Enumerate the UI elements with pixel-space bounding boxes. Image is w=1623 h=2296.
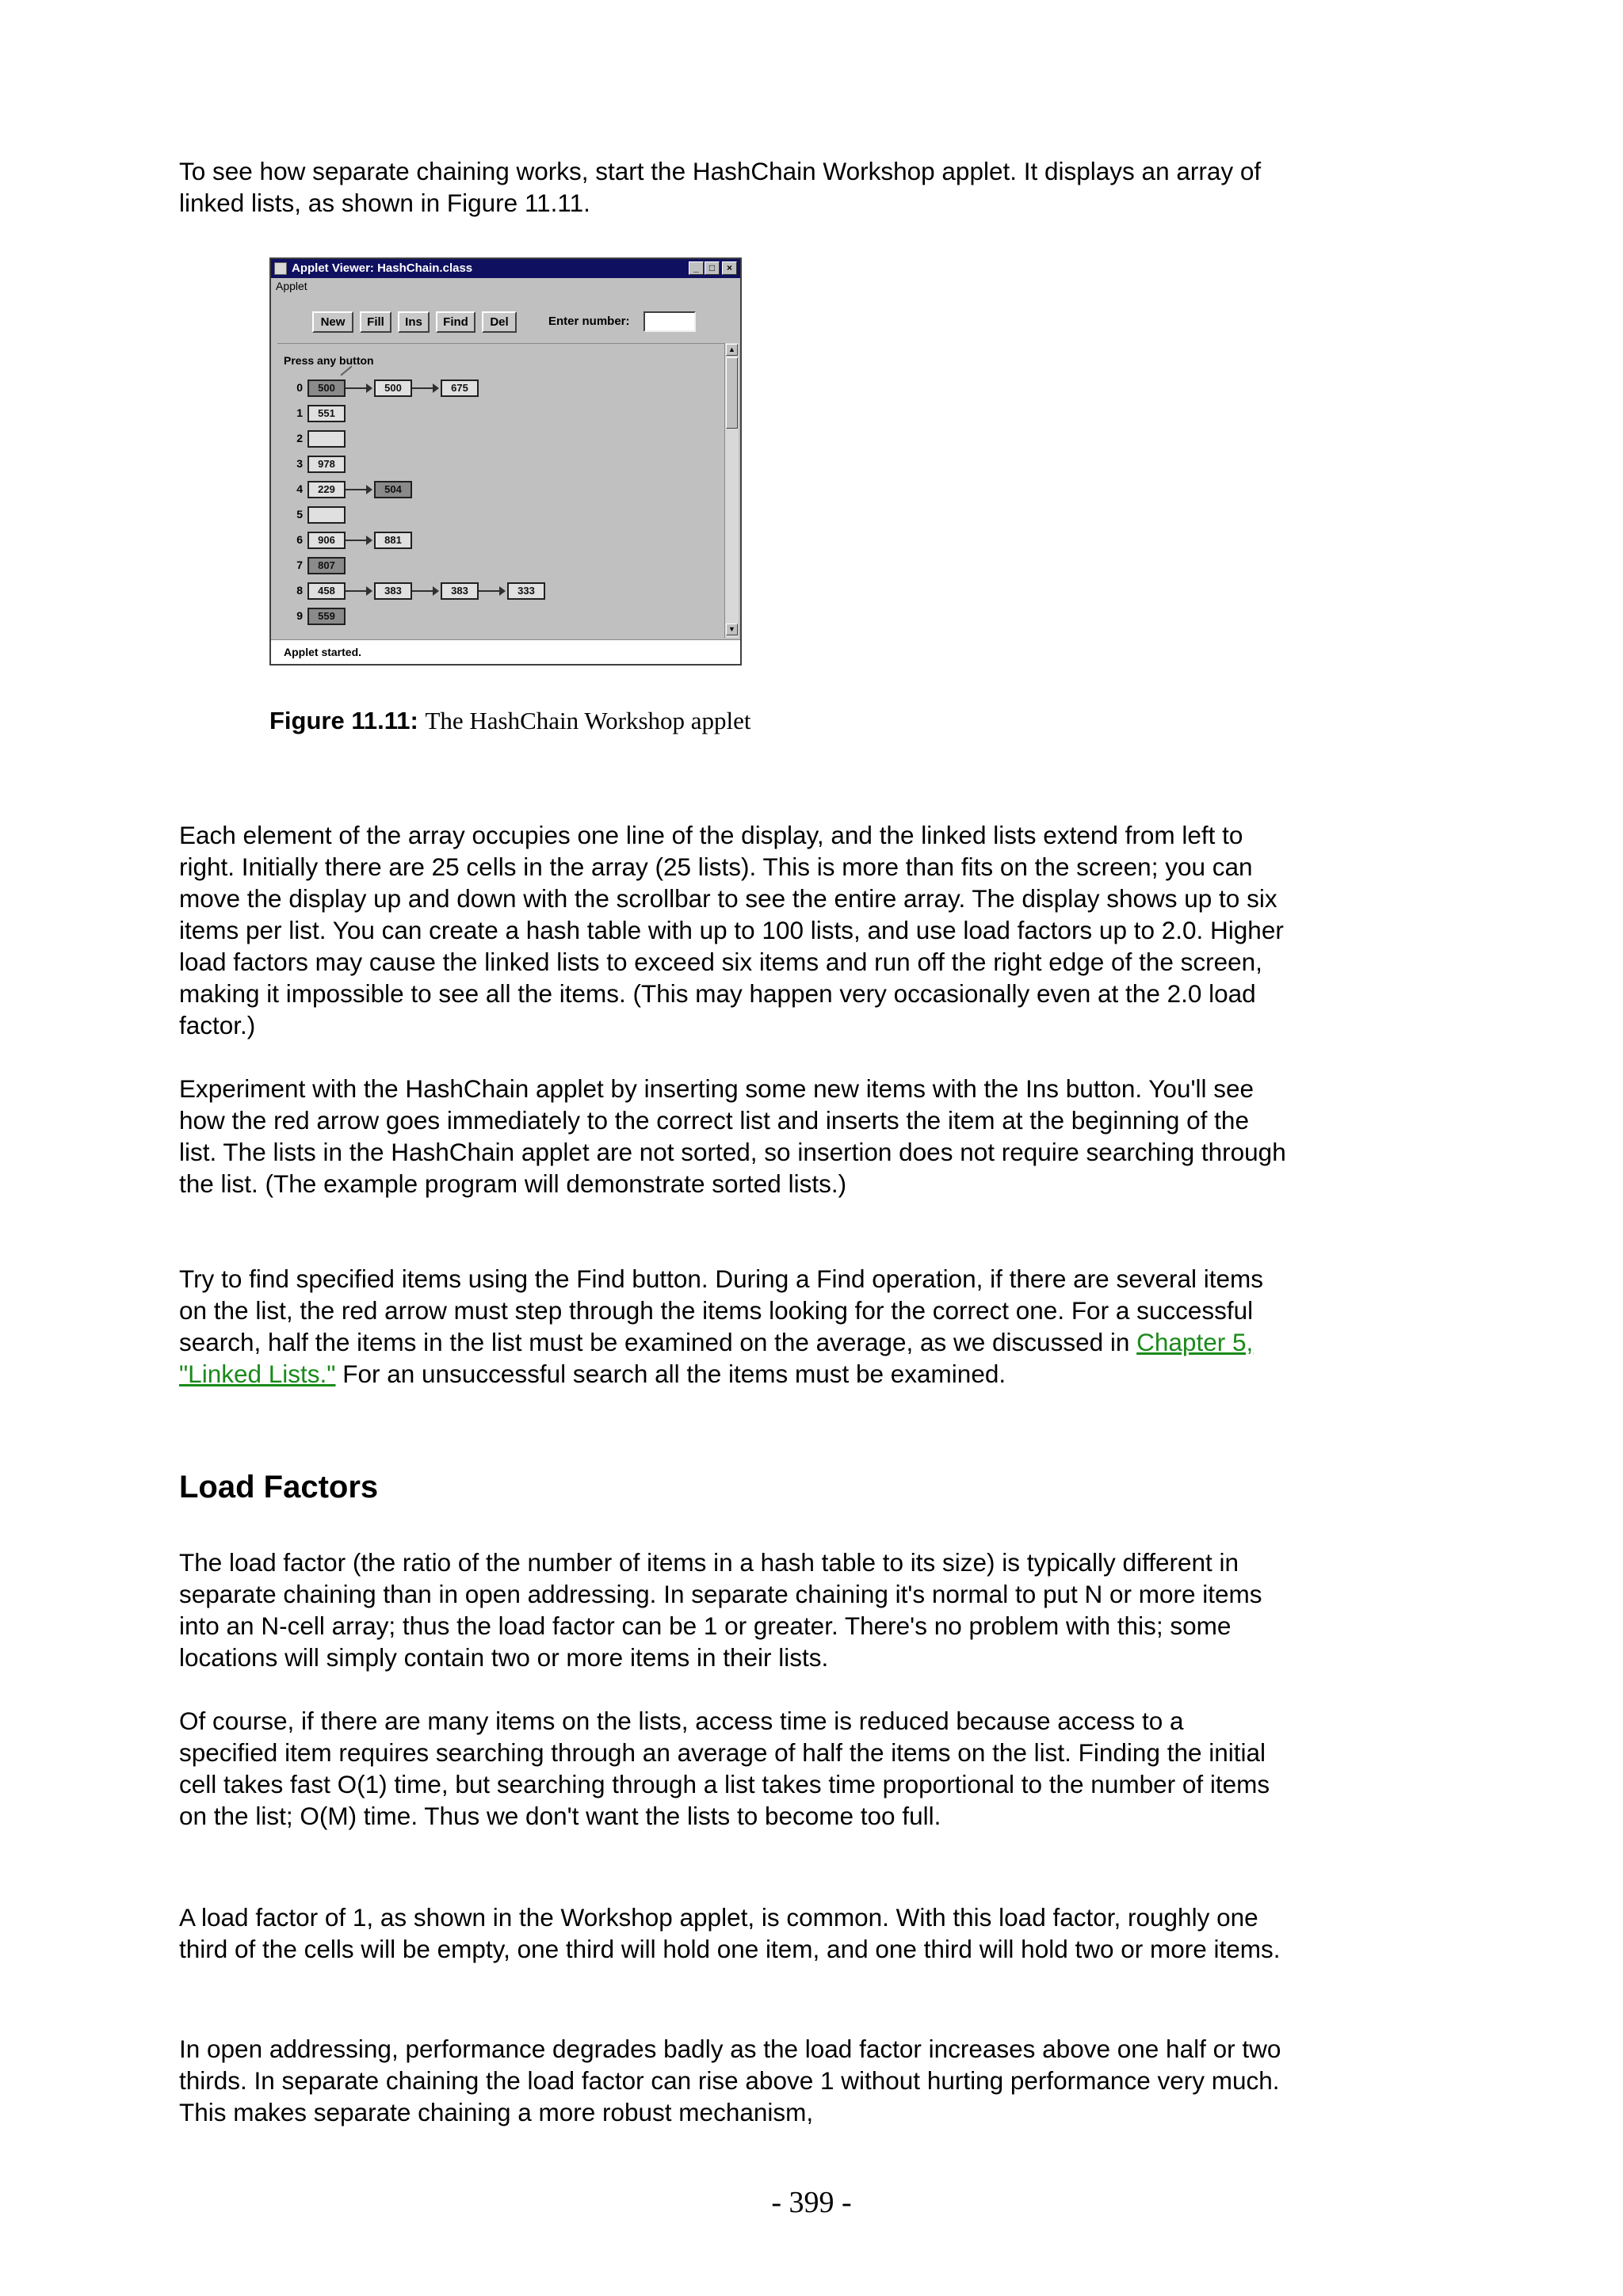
status-bar: Applet started.	[271, 639, 740, 664]
row-index: 4	[296, 482, 303, 495]
list-item-cell: 504	[374, 481, 412, 498]
row-index: 8	[296, 584, 303, 597]
figure-caption	[269, 705, 751, 737]
applet-titlebar	[271, 259, 740, 278]
paragraph-3-after: For an unsuccessful search all the items must be examined.	[335, 1360, 1006, 1388]
close-icon[interactable]: ×	[722, 261, 737, 275]
row-index: 9	[296, 609, 303, 622]
link-arrow-icon	[346, 489, 371, 490]
list-item-cell: 383	[374, 582, 412, 600]
scroll-thumb[interactable]	[726, 357, 738, 429]
list-item-cell: 551	[307, 405, 346, 422]
list-item-cell: 500	[307, 379, 346, 397]
row-index: 7	[296, 559, 303, 571]
link-arrow-icon	[346, 540, 371, 541]
applet-window-icon	[274, 262, 287, 275]
maximize-icon[interactable]: □	[705, 261, 720, 275]
row-index: 1	[296, 406, 303, 419]
ins-button[interactable]: Ins	[398, 311, 430, 333]
link-arrow-icon	[412, 590, 437, 592]
paragraph-3-before: Try to find specified items using the Find button. During a Find operation, if there are several items on the list, the red arrow must step through the items looking for the correct one. For a successful search, half the items in the list must be examined on the average, as we discussed in	[179, 1264, 1264, 1356]
find-button[interactable]: Find	[436, 311, 475, 333]
row-index: 5	[296, 508, 303, 521]
empty-cell	[307, 430, 346, 448]
link-arrow-icon	[346, 387, 371, 389]
figure-title: The HashChain Workshop applet	[425, 707, 751, 734]
paragraph-6: A load factor of 1, as shown in the Workshop applet, is common. With this load factor, roughly one third of the cells will be empty, one third will hold one item, and one third will hold two or more items.	[179, 1903, 1281, 1963]
list-item-cell: 807	[307, 557, 346, 574]
row-index: 0	[296, 381, 303, 394]
enter-number-input[interactable]	[643, 311, 696, 332]
list-item-cell: 383	[441, 582, 479, 600]
figure-label: Figure 11.11:	[269, 707, 418, 734]
link-arrow-icon	[479, 590, 504, 592]
list-item-cell: 881	[374, 532, 412, 549]
applet-window	[269, 257, 742, 666]
paragraph-2: Experiment with the HashChain applet by inserting some new items with the Ins button. You'll see how the red arrow goes immediately to the correct list and inserts the item at the beginning of the list. The lists in the HashChain applet are not sorted, so insertion does not require searching through the list. (The example program will demonstrate sorted lists.)	[179, 1074, 1286, 1198]
page-number: - 399 -	[771, 2186, 852, 2219]
chapter-5-link[interactable]: Chapter 5, "Linked Lists."	[179, 1328, 1254, 1388]
applet-menu[interactable]: Applet	[276, 280, 307, 292]
paragraph-3	[179, 1263, 1289, 1390]
scroll-up-icon[interactable]: ▲	[726, 344, 738, 356]
list-item-cell: 559	[307, 608, 346, 625]
vertical-scrollbar[interactable]	[724, 343, 739, 638]
list-item-cell: 675	[441, 379, 479, 397]
list-item-cell: 333	[507, 582, 545, 600]
scroll-down-icon[interactable]: ▼	[726, 624, 738, 635]
paragraph-5: Of course, if there are many items on the lists, access time is reduced because access to a specified item requires searching through an average of half the items on the list. Finding the initial cell takes fast O(1) time, but searching through a list takes time proportional to the number of items on the list; O(M) time. Thus we don't want the lists to become too full.	[179, 1707, 1270, 1830]
list-item-cell: 906	[307, 532, 346, 549]
intro-paragraph: To see how separate chaining works, start the HashChain Workshop applet. It displays an array of linked lists, as shown in Figure 11.11.	[179, 157, 1262, 217]
list-item-cell: 978	[307, 456, 346, 473]
enter-number-label: Enter number:	[548, 315, 630, 328]
minimize-icon[interactable]: _	[689, 261, 704, 275]
new-button[interactable]: New	[312, 311, 353, 333]
link-arrow-icon	[412, 387, 437, 389]
applet-title: Applet Viewer: HashChain.class	[292, 261, 473, 275]
list-item-cell: 229	[307, 481, 346, 498]
paragraph-4: The load factor (the ratio of the number of items in a hash table to its size) is typically different in separate chaining than in open addressing. In separate chaining it's normal to put N or more items into an N-cell array; thus the load factor can be 1 or greater. There's no problem with this; some locations will simply contain two or more items in their lists.	[179, 1548, 1262, 1672]
row-index: 6	[296, 533, 303, 546]
list-item-cell: 458	[307, 582, 346, 600]
row-index: 2	[296, 432, 303, 444]
link-arrow-icon	[346, 590, 371, 592]
empty-cell	[307, 506, 346, 524]
message-text: Press any button	[284, 354, 374, 367]
list-item-cell: 500	[374, 379, 412, 397]
fill-button[interactable]: Fill	[360, 311, 391, 333]
row-index: 3	[296, 457, 303, 470]
paragraph-1: Each element of the array occupies one line of the display, and the linked lists extend from left to right. Initially there are 25 cells in the array (25 lists). This is more than fits on the screen; you can move the display up and down with the scrollbar to see the entire array. The display shows up to six items per list. You can create a hash table with up to 100 lists, and use load factors up to 2.0. Higher load factors may cause the linked lists to exceed six items and run off the right edge of the screen, making it impossible to see all the items. (This may happen very occasionally even at the 2.0 load factor.)	[179, 821, 1284, 1039]
paragraph-7: In open addressing, performance degrades badly as the load factor increases above one half or two thirds. In separate chaining the load factor can rise above 1 without hurting performance very much. This makes separate chaining a more robust mechanism,	[179, 2035, 1281, 2126]
del-button[interactable]: Del	[482, 311, 517, 333]
section-heading: Load Factors	[179, 1470, 379, 1505]
